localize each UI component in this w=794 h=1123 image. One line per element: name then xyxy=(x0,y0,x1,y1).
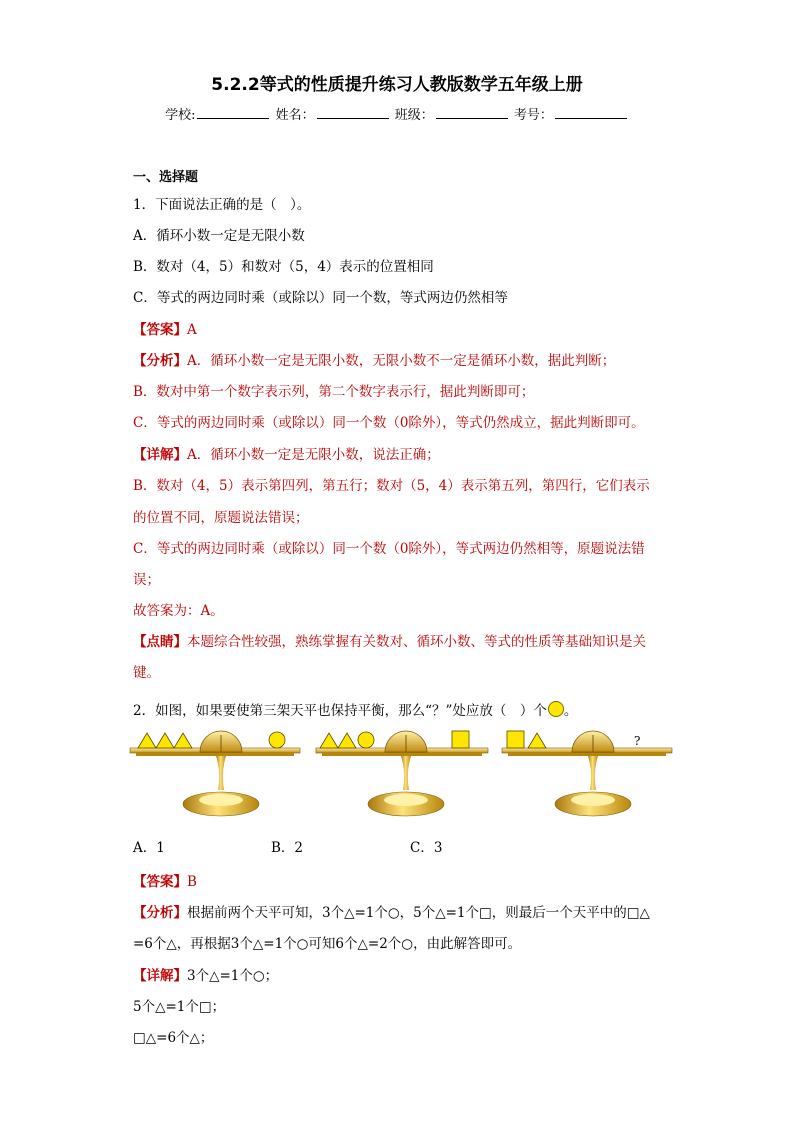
q1-answer xyxy=(133,318,197,338)
triangle-icon xyxy=(528,733,546,748)
class-label: 班级： xyxy=(394,108,434,123)
q1-detail-line5: 误； xyxy=(133,572,160,588)
q2-analysis xyxy=(133,901,650,921)
answer-tag: 【答案】 xyxy=(133,874,187,890)
q2-detail-line3: □△=6个△； xyxy=(133,1030,214,1046)
q2-detail-line2: 5个△=1个□； xyxy=(133,999,226,1015)
q1-analysis-line3: C．等式的两边同时乘（或除以）同一个数（0除外），等式仍然成立，据此判断即可。 xyxy=(133,415,645,431)
number-label: 考号： xyxy=(513,108,553,123)
triangle-icon xyxy=(156,733,174,748)
q2-stem-text: 2．如图，如果要使第三架天平也保持平衡，那么“？”处应放（ ）个 xyxy=(133,703,547,719)
detail-tag: 【详解】 xyxy=(133,447,187,463)
student-info xyxy=(0,104,794,123)
q1-option-b: B．数对（4，5）和数对（5，4）表示的位置相同 xyxy=(133,259,434,275)
q1-detail-line2: B．数对（4，5）表示第四列，第五行；数对（5，4）表示第五列，第四行，它们表示 xyxy=(133,478,650,494)
detail-text: A．循环小数一定是无限小数，说法正确； xyxy=(187,447,440,463)
q1-detail-line3: 的位置不同，原题说法错误； xyxy=(133,510,309,526)
triangle-icon xyxy=(138,733,156,748)
section-heading: 一、选择题 xyxy=(133,170,199,185)
square-icon xyxy=(507,731,524,748)
q1-final: 故答案为：A。 xyxy=(133,603,224,619)
name-blank[interactable] xyxy=(317,106,389,119)
answer-tag: 【答案】 xyxy=(133,322,187,338)
analysis-tag: 【分析】 xyxy=(133,353,187,369)
q2-stem xyxy=(133,699,577,719)
q2-stem-end: 。 xyxy=(563,703,578,719)
q1-stem: 1．下面说法正确的是（ ）。 xyxy=(133,197,311,213)
circle-icon xyxy=(358,732,374,748)
detail-text: 3个△=1个○； xyxy=(187,968,279,984)
comment-text: 本题综合性较强，熟练掌握有关数对、循环小数、等式的性质等基础知识是关 xyxy=(187,634,646,650)
circle-icon xyxy=(548,701,564,717)
q1-analysis-line2: B．数对中第一个数字表示列，第二个数字表示行，据此判断即可； xyxy=(133,384,535,400)
triangle-icon xyxy=(174,733,192,748)
square-icon xyxy=(452,731,469,748)
q1-detail-line4: C．等式的两边同时乘（或除以）同一个数（0除外），等式两边仍然相等，原题说法错 xyxy=(133,541,645,557)
circle-icon xyxy=(269,732,285,748)
school-blank[interactable] xyxy=(197,106,269,119)
balance-scale-1 xyxy=(130,731,300,816)
q1-comment-line2: 键。 xyxy=(133,665,160,681)
q1-option-c: C．等式的两边同时乘（或除以）同一个数，等式两边仍然相等 xyxy=(133,290,508,306)
q1-detail xyxy=(133,443,440,463)
q2-option-c: C．3 xyxy=(410,840,443,856)
q2-option-b: B．2 xyxy=(271,840,304,856)
detail-tag: 【详解】 xyxy=(133,968,187,984)
analysis-text: A．循环小数一定是无限小数，无限小数不一定是循环小数，据此判断； xyxy=(187,353,616,369)
q2-analysis-line2: =6个△，再根据3个△=1个○可知6个△=2个○，由此解答即可。 xyxy=(133,936,522,952)
balance-scales-figure xyxy=(128,728,674,828)
q2-detail xyxy=(133,964,278,984)
analysis-tag: 【分析】 xyxy=(133,905,187,921)
answer-value: A xyxy=(187,322,197,338)
q2-answer xyxy=(133,870,197,890)
q2-option-a: A．1 xyxy=(133,840,165,856)
comment-tag: 【点睛】 xyxy=(133,634,187,650)
balance-scale-2 xyxy=(316,731,488,816)
class-blank[interactable] xyxy=(436,106,508,119)
school-label: 学校: xyxy=(165,108,196,123)
triangle-icon xyxy=(338,733,356,748)
name-label: 姓名： xyxy=(275,108,315,123)
page-title: 5.2.2等式的性质提升练习人教版数学五年级上册 xyxy=(211,75,583,95)
q1-analysis xyxy=(133,349,615,369)
q1-option-a: A．循环小数一定是无限小数 xyxy=(133,228,305,244)
answer-value: B xyxy=(187,874,197,890)
number-blank[interactable] xyxy=(555,106,627,119)
balance-scale-3 xyxy=(502,731,672,816)
q1-comment xyxy=(133,630,646,650)
analysis-text: 根据前两个天平可知，3个△=1个○，5个△=1个□，则最后一个天平中的□△ xyxy=(187,905,650,921)
question-mark: ? xyxy=(634,734,641,748)
triangle-icon xyxy=(320,733,338,748)
